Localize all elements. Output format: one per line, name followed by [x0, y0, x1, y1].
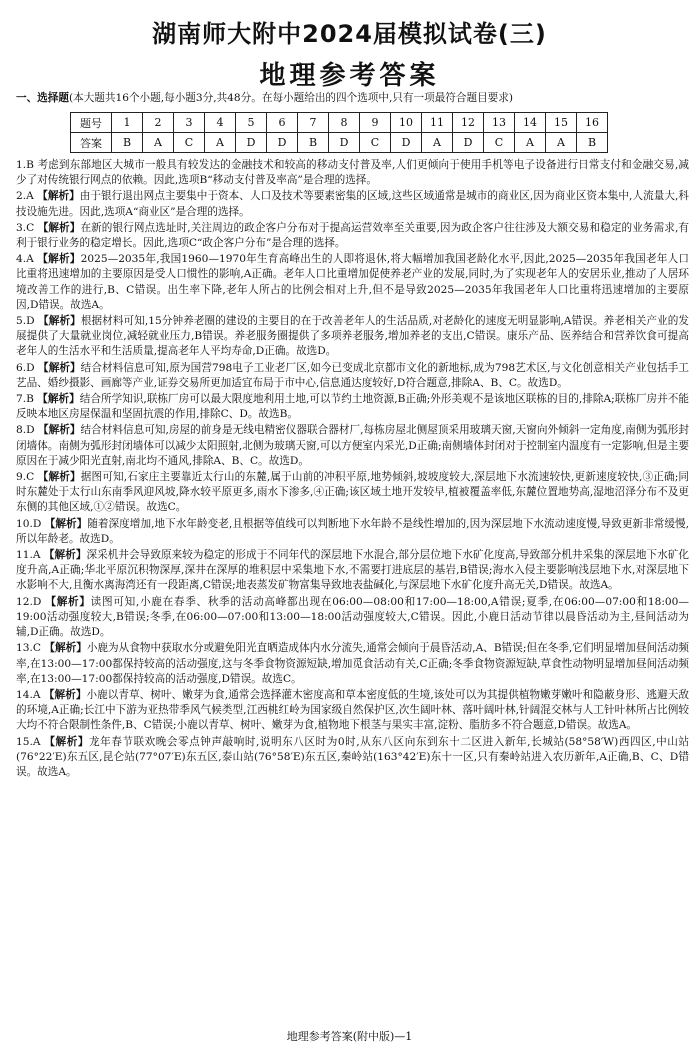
answer-cell: C — [174, 133, 205, 153]
question-number-cell: 4 — [205, 113, 236, 133]
question-number-cell: 2 — [143, 113, 174, 133]
answer-cell: D — [391, 133, 422, 153]
answer-row — [71, 133, 608, 153]
analysis-tag: 【解析】 — [37, 471, 81, 484]
analysis-tag: 【解析】 — [37, 221, 81, 234]
answer-cell: C — [360, 133, 391, 153]
analysis-tag: 【解析】 — [44, 735, 89, 748]
answer-cell: D — [236, 133, 267, 153]
analysis-tag: 【解析】 — [43, 688, 87, 701]
explanation-item — [16, 361, 689, 391]
question-number-cell: 3 — [174, 113, 205, 133]
explanation-item — [16, 314, 689, 360]
explanation-text: 深采机井会导致原来较为稳定的形成于不同年代的深层地下水混合,部分层位地下水矿化度高,导致部分机井采集的深层地下水矿化度升高,A正确;华北平原沉积物深厚,深井在深厚的堆积层中采集地下水,不需要打进底层的基岩,B错误;海水入侵主要影响浅层地下水,对深层地下水影响不大,且衡水离海湾还有一段距离,C错误;地表蒸发矿物富集导致地表盐碱化,与深层地下水矿化度升高无关,D错误。故选A。 — [16, 549, 690, 592]
item-number: 4.A — [16, 253, 34, 266]
row-label-answer: 答案 — [71, 133, 112, 153]
item-number: 14.A — [16, 688, 41, 701]
explanation-item — [16, 423, 689, 469]
explanation-item — [16, 392, 689, 422]
answer-cell: A — [546, 133, 577, 153]
question-number-cell: 8 — [329, 113, 360, 133]
question-number-cell: 11 — [422, 113, 453, 133]
analysis-tag: 【解析】 — [37, 253, 81, 266]
question-number-cell: 1 — [112, 113, 143, 133]
answer-cell: D — [267, 133, 298, 153]
analysis-tag: 【解析】 — [43, 549, 87, 562]
analysis-tag: 【解析】 — [44, 642, 87, 655]
question-number-cell: 15 — [546, 113, 577, 133]
explanation-item — [16, 641, 689, 687]
explanation-item — [16, 735, 689, 781]
explanation-text: 结合材料信息可知,原为国营798电子工业老厂区,如今已变成北京都市文化的新地标,成为798艺术区,与文化创意相关产业包括手工艺品、婚纱摄影、画廊等产业,证券交易所更加适宜布局于市中心,信息通达度较好,D符合题意,排除A、B、C。故选D。 — [16, 361, 690, 389]
analysis-tag: 【解析】 — [38, 424, 81, 437]
question-number-cell: 14 — [515, 113, 546, 133]
row-label-number: 题号 — [71, 113, 112, 133]
explanation-item — [16, 189, 689, 219]
explanation-item — [16, 470, 689, 516]
question-number-cell: 5 — [236, 113, 267, 133]
explanation-text: 2025—2035年,我国1960—1970年生育高峰出生的人即将退休,将大幅增加我国老龄化水平,因此,2025—2035年我国老年人口比重将迅速增加的主要原因是受人口惯性的影响,A正确。老年人口比重增加促使养老产业的发展,同时,为了实现老年人的安居乐业,推动了人居环境改善工作的进行,B、C错误。出生率下降,老年人所占的比例会相对上升,但不是导致2025—2035年我国老年人口比重将迅速增加的主要原因,D错误。故选A。 — [16, 253, 690, 311]
item-number: 15.A — [16, 735, 41, 748]
analysis-tag: 【解析】 — [44, 517, 88, 530]
question-number-cell: 7 — [298, 113, 329, 133]
explanation-text: 龙年春节联欢晚会零点钟声敲响时,说明东八区时为0时,从东八区向东到东十二区进入新年,长城站(58°58′W)西四区,中山站(76°22′E)东五区,昆仑站(77°07′E)东五区,泰山站(76°58′E)东五区,秦岭站(163°42′E)东十一区,只有秦岭站进入农历新年,A正确,B、C、D错误。故选A。 — [16, 735, 690, 778]
analysis-tag: 【解析】 — [38, 361, 81, 374]
item-number: 3.C — [16, 221, 35, 234]
item-number: 10.D — [16, 517, 42, 530]
explanation-text: 在新的银行网点选址时,关注周边的政企客户分布对于提高运营效率至关重要,因为政企客户往往涉及大额交易和稳定的业务需求,有利于银行业务的稳定增长。因此,选项C“政企客户分布”是合理的选择。 — [16, 221, 690, 250]
question-number-cell: 13 — [484, 113, 515, 133]
answer-key-title: 地理参考答案 — [259, 61, 440, 91]
answer-table — [70, 112, 608, 153]
item-number: 8.D — [16, 424, 35, 437]
explanation-text: 小鹿以青草、树叶、嫩芽为食,通常会选择灌木密度高和草本密度低的生境,该处可以为其提供植物嫩芽嫩叶和隐蔽身形、逃避天敌的环境,A正确;长江中下游为亚热带季风气候类型,江西桃红岭为国家级自然保护区,次生阔叶林、落叶阔叶林,针阔混交林与人工针叶林所占比例较大均不符合限制性条件,B、C错误;小鹿以青草、树叶、嫩芽为食,植物地下根茎与果实丰富,淀粉、脂肪多不符合题意,D错误。故选A。 — [16, 688, 690, 732]
explanation-item — [16, 595, 689, 641]
item-number: 9.C — [16, 471, 35, 484]
explanation-item — [16, 221, 689, 251]
item-number: 13.C — [16, 642, 41, 655]
analysis-tag: 【解析】 — [38, 315, 81, 328]
answer-cell: A — [205, 133, 236, 153]
item-number: 6.D — [16, 361, 35, 374]
explanation-list — [16, 158, 689, 781]
explanation-text: 读图可知,小鹿在春季、秋季的活动高峰都出现在06:00—08:00和17:00—18:00,A错误;夏季,在06:00—07:00和18:00—19:00活动强度较大,B错误;冬季,在06:00—07:00和13:00—18:00活动强度较大,C错误。因此,小鹿日活动节律以晨昏活动为主,昼间活动为辅,D正确。故选D。 — [16, 595, 689, 639]
question-number-cell: 10 — [391, 113, 422, 133]
answer-cell: A — [515, 133, 546, 153]
question-number-cell: 9 — [360, 113, 391, 133]
section-label: 一、选择题 — [16, 92, 69, 104]
explanation-text: 小鹿为从食物中获取水分或避免阳光直晒造成体内水分流失,通常会倾向于晨昏活动,A、B错误;但在冬季,它们明显增加昼间活动频率,在13:00—17:00都保持较高的活动强度,这与冬季食物资源短缺,增加觅食活动有关,C正确;冬季食物资源短缺,草食性动物明显增加昼间活动频率,在13:00—17:00都保持较高的活动强度,D错误。故选C。 — [16, 642, 689, 685]
item-number: 5.D — [16, 315, 35, 328]
explanation-text: 考虑到东部地区大城市一般具有较发达的金融技术和较高的移动支付普及率,人们更倾向于使用手机等电子设备进行日常支付和金融交易,减少了对传统银行网点的依赖。因此,选项B“移动支付普及率高”是合理的选择。 — [16, 159, 690, 187]
explanation-text: 随着深度增加,地下水年龄变老,且根据等值线可以判断地下水年龄不是线性增加的,因为深层地下水流动速度慢,导致更新非常缓慢,所以年龄老。故选D。 — [16, 517, 689, 545]
page-footer: 地理参考答案(附中版)—1 — [286, 1030, 413, 1043]
explanation-item — [16, 252, 689, 313]
answer-cell: D — [329, 133, 360, 153]
section-instructions: (本大题共16个小题,每小题3分,共48分。在每小题给出的四个选项中,只有一项最符合题目要求) — [68, 92, 514, 104]
question-number-row — [71, 113, 608, 133]
item-number: 11.A — [16, 549, 41, 562]
explanation-item — [16, 517, 689, 547]
answer-cell: B — [577, 133, 608, 153]
analysis-tag: 【解析】 — [37, 190, 80, 203]
item-number: 1.B — [16, 159, 34, 171]
explanation-text: 据图可知,石家庄主要靠近太行山的东麓,属于山前的冲积平原,地势倾斜,坡坡度较大,深层地下水流速较快,更新速度较快,③正确;同时东麓处于太行山东南季风迎风坡,降水较平原更多,雨水下渗多,④正确;该区域土地开发较早,植被覆盖率低,东麓位置地势高,湿地沼泽分布不及更东侧的其他区域,①②错误。故选C。 — [16, 471, 690, 514]
explanation-text: 根据材料可知,15分钟养老圈的建设的主要目的在于改善老年人的生活品质,对老龄化的速度无明显影响,A错误。养老相关产业的发展提供了大量就业岗位,减轻就业压力,B错误。养老服务圈提供了多项养老服务,增加养老的支出,C错误。康乐产品、医养结合和营养饮食可提高老年人的生活水平和生活质量,提高老年人平均寿命,D正确。故选D。 — [16, 315, 690, 358]
explanation-item — [16, 158, 689, 188]
question-number-cell: 12 — [453, 113, 484, 133]
answer-cell: A — [143, 133, 174, 153]
explanation-text: 结合所学知识,联栋厂房可以最大限度地利用土地,可以节约土地资源,B正确;外形美观不是该地区联栋的目的,排除A;联栋厂房并不能反映本地区房屋保温和坚固抗震的作用,排除C、D。故选B。 — [16, 393, 689, 421]
answer-cell: C — [484, 133, 515, 153]
explanation-item — [16, 688, 689, 734]
item-number: 12.D — [16, 595, 42, 608]
section-heading — [16, 91, 689, 105]
question-number-cell: 6 — [267, 113, 298, 133]
answer-cell: B — [298, 133, 329, 153]
item-number: 7.B — [16, 393, 34, 406]
explanation-text: 由于银行退出网点主要集中于资本、人口及技术等要素密集的区域,这些区域通常是城市的商业区,因为商业区资本集中,人流量大,科技设施先进。因此,选项A“商业区”是合理的选择。 — [16, 190, 690, 218]
question-number-cell: 16 — [577, 113, 608, 133]
answer-cell: B — [112, 133, 143, 153]
analysis-tag: 【解析】 — [37, 393, 80, 406]
exam-title: 湖南师大附中2024届模拟试卷(三) — [152, 20, 547, 48]
answer-cell: D — [453, 133, 484, 153]
answer-cell: A — [422, 133, 453, 153]
explanation-text: 结合材料信息可知,房屋的前身是无线电精密仪器联合器材厂,每栋房屋北侧屋顶采用玻璃天窗,天窗向外倾斜一定角度,南侧为弧形封闭墙体。南侧为弧形封闭墙体可以减少太阳照射,北侧为玻璃天窗,可以方便室内采光,D正确;南侧墙体封闭对于控制室内温度有一定影响,但是主要原因在于减少阳光直射,南北均不通风,排除A、B、C。故选D。 — [16, 424, 690, 467]
analysis-tag: 【解析】 — [45, 595, 91, 608]
item-number: 2.A — [16, 190, 34, 203]
explanation-item — [16, 548, 689, 594]
